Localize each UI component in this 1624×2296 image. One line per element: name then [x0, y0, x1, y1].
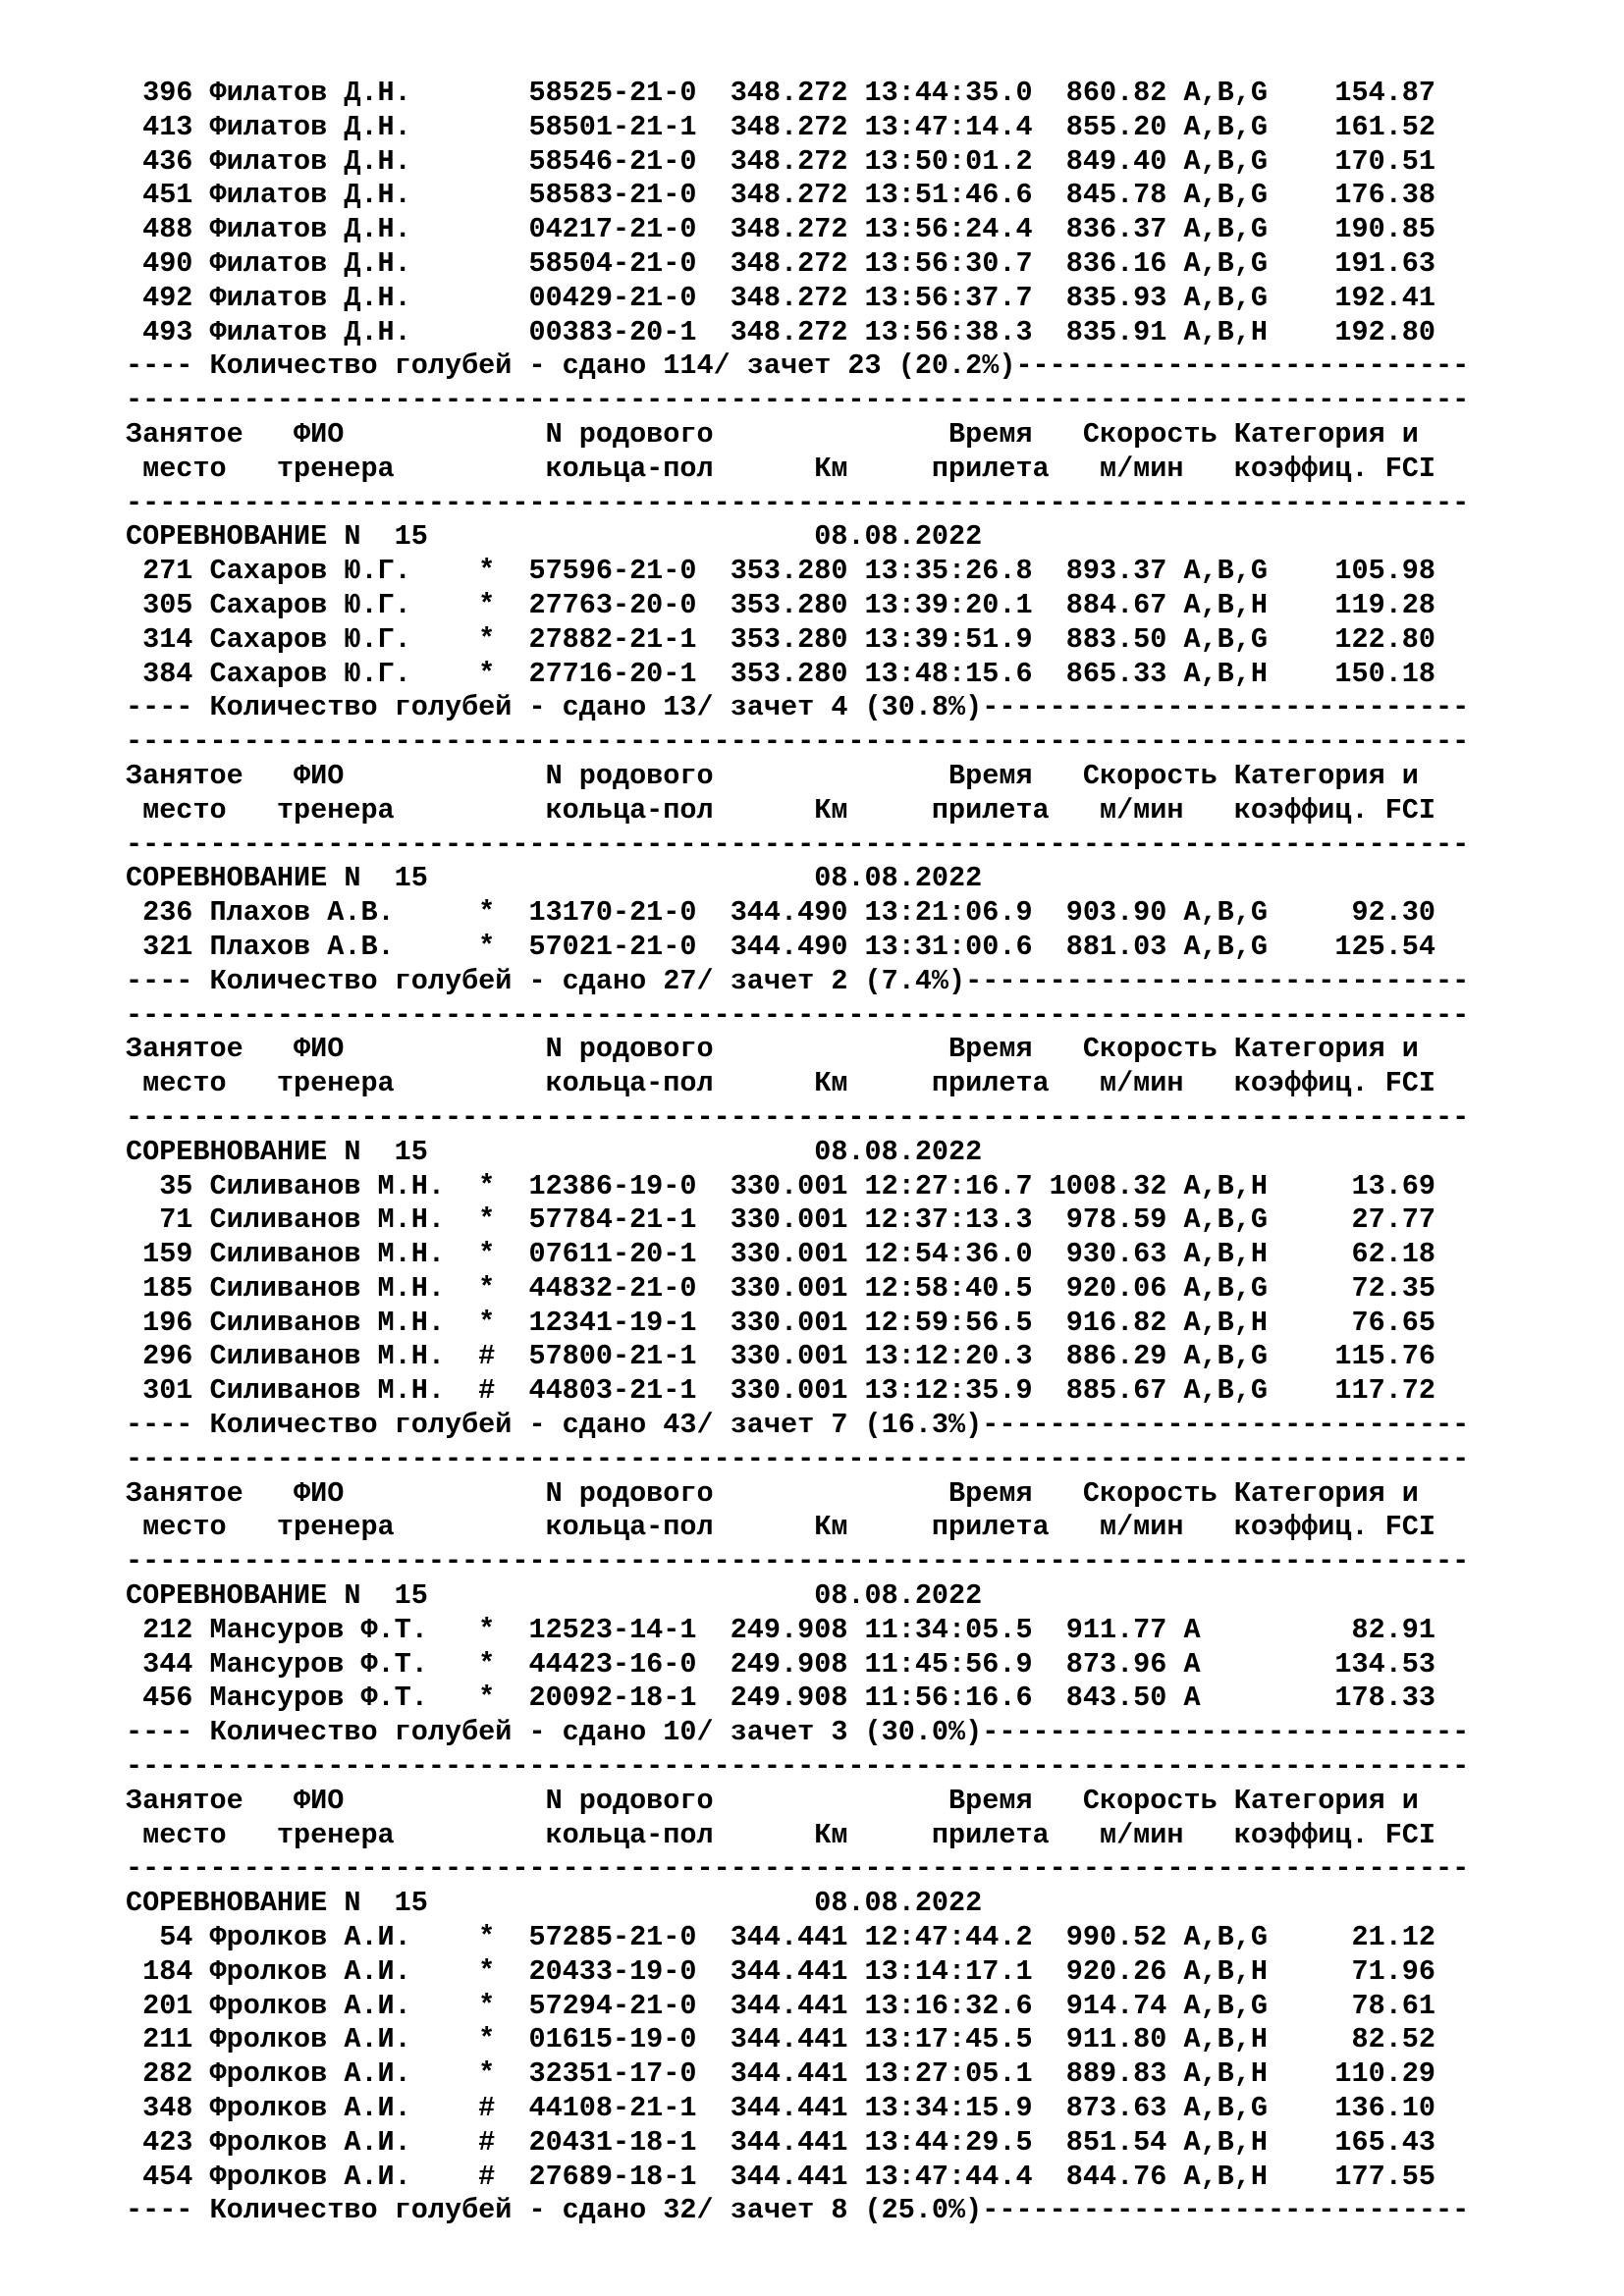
- competition-title: СОРЕВНОВАНИЕ N 15 08.08.2022: [126, 1135, 983, 1168]
- competition-title: СОРЕВНОВАНИЕ N 15 08.08.2022: [126, 520, 983, 554]
- result-row: 348 Фролков А.И. # 44108-21-1 344.441 13:34:15.9 873.63 A,B,G 136.10: [126, 2092, 1436, 2125]
- result-row: 490 Филатов Д.Н. 58504-21-0 348.272 13:56:30.7 836.16 A,B,G 191.63: [126, 246, 1436, 280]
- result-row: 296 Силиванов М.Н. # 57800-21-1 330.001 13:12:20.3 886.29 A,B,G 115.76: [126, 1340, 1436, 1373]
- result-row: 196 Силиванов М.Н. * 12341-19-1 330.001 12:59:56.5 916.82 A,B,H 76.65: [126, 1306, 1436, 1339]
- result-row: 413 Филатов Д.Н. 58501-21-1 348.272 13:47:14.4 855.20 A,B,G 161.52: [126, 110, 1436, 143]
- separator-line: --------------------------------------------------------------------------------: [126, 384, 1470, 417]
- table-header-row-2: место тренера кольца-пол Км прилета м/мин коэффиц. FCI: [126, 452, 1436, 485]
- section-summary: ---- Количество голубей - сдано 114/ зачет 23 (20.2%)---------------------------: [126, 349, 1470, 383]
- separator-line: --------------------------------------------------------------------------------: [126, 1852, 1470, 1886]
- table-header-row-1: Занятое ФИО N родового Время Скорость Категория и: [126, 1476, 1419, 1510]
- result-row: 236 Плахов А.В. * 13170-21-0 344.490 13:21:06.9 903.90 A,B,G 92.30: [126, 896, 1436, 930]
- result-row: 396 Филатов Д.Н. 58525-21-0 348.272 13:44:35.0 860.82 A,B,G 154.87: [126, 77, 1436, 109]
- result-row: 321 Плахов А.В. * 57021-21-0 344.490 13:31:00.6 881.03 A,B,G 125.54: [126, 930, 1436, 963]
- result-row: 344 Мансуров Ф.Т. * 44423-16-0 249.908 11:45:56.9 873.96 A 134.53: [126, 1647, 1436, 1681]
- section-summary: ---- Количество голубей - сдано 13/ зачет 4 (30.8%)-----------------------------: [126, 691, 1470, 724]
- separator-line: --------------------------------------------------------------------------------: [126, 828, 1470, 861]
- result-row: 201 Фролков А.И. * 57294-21-0 344.441 13:16:32.6 914.74 A,B,G 78.61: [126, 1989, 1436, 2022]
- section-summary: ---- Количество голубей - сдано 10/ зачет 3 (30.0%)-----------------------------: [126, 1716, 1470, 1749]
- result-row: 488 Филатов Д.Н. 04217-21-0 348.272 13:56:24.4 836.37 A,B,G 190.85: [126, 213, 1436, 246]
- separator-line: --------------------------------------------------------------------------------: [126, 1545, 1470, 1578]
- result-row: 185 Силиванов М.Н. * 44832-21-0 330.001 12:58:40.5 920.06 A,B,G 72.35: [126, 1271, 1436, 1305]
- competition-title: СОРЕВНОВАНИЕ N 15 08.08.2022: [126, 1887, 983, 1920]
- result-row: 282 Фролков А.И. * 32351-17-0 344.441 13:27:05.1 889.83 A,B,H 110.29: [126, 2057, 1436, 2091]
- competition-title: СОРЕВНОВАНИЕ N 15 08.08.2022: [126, 862, 983, 895]
- race-results-report: [126, 77, 1598, 2228]
- result-row: 314 Сахаров Ю.Г. * 27882-21-1 353.280 13:39:51.9 883.50 A,B,G 122.80: [126, 622, 1436, 656]
- table-header-row-2: место тренера кольца-пол Км прилета м/мин коэффиц. FCI: [126, 793, 1436, 827]
- result-row: 301 Силиванов М.Н. # 44803-21-1 330.001 13:12:35.9 885.67 A,B,G 117.72: [126, 1374, 1436, 1408]
- result-row: 159 Силиванов М.Н. * 07611-20-1 330.001 12:54:36.0 930.63 A,B,H 62.18: [126, 1238, 1436, 1271]
- table-header-row-1: Занятое ФИО N родового Время Скорость Категория и: [126, 1033, 1419, 1066]
- result-row: 212 Мансуров Ф.Т. * 12523-14-1 249.908 11:34:05.5 911.77 A 82.91: [126, 1613, 1436, 1646]
- result-row: 493 Филатов Д.Н. 00383-20-1 348.272 13:56:38.3 835.91 A,B,H 192.80: [126, 315, 1436, 348]
- result-row: 456 Мансуров Ф.Т. * 20092-18-1 249.908 11:56:16.6 843.50 A 178.33: [126, 1682, 1436, 1715]
- separator-line: --------------------------------------------------------------------------------: [126, 1442, 1470, 1475]
- separator-line: --------------------------------------------------------------------------------: [126, 998, 1470, 1032]
- separator-line: --------------------------------------------------------------------------------: [126, 486, 1470, 519]
- result-row: 271 Сахаров Ю.Г. * 57596-21-0 353.280 13:35:26.8 893.37 A,B,G 105.98: [126, 555, 1436, 588]
- result-row: 211 Фролков А.И. * 01615-19-0 344.441 13:17:45.5 911.80 A,B,H 82.52: [126, 2023, 1436, 2056]
- result-row: 384 Сахаров Ю.Г. * 27716-20-1 353.280 13:48:15.6 865.33 A,B,H 150.18: [126, 657, 1436, 690]
- result-row: 436 Филатов Д.Н. 58546-21-0 348.272 13:50:01.2 849.40 A,B,G 170.51: [126, 144, 1436, 178]
- competition-title: СОРЕВНОВАНИЕ N 15 08.08.2022: [126, 1579, 983, 1613]
- result-row: 71 Силиванов М.Н. * 57784-21-1 330.001 12:37:13.3 978.59 A,B,G 27.77: [126, 1203, 1436, 1237]
- table-header-row-1: Занятое ФИО N родового Время Скорость Категория и: [126, 759, 1419, 792]
- section-summary: ---- Количество голубей - сдано 32/ зачет 8 (25.0%)-----------------------------: [126, 2194, 1470, 2227]
- result-row: 305 Сахаров Ю.Г. * 27763-20-0 353.280 13:39:20.1 884.67 A,B,H 119.28: [126, 588, 1436, 621]
- result-row: 454 Фролков А.И. # 27689-18-1 344.441 13:47:44.4 844.76 A,B,H 177.55: [126, 2160, 1436, 2193]
- result-row: 54 Фролков А.И. * 57285-21-0 344.441 12:47:44.2 990.52 A,B,G 21.12: [126, 1921, 1436, 1954]
- table-header-row-2: место тренера кольца-пол Км прилета м/мин коэффиц. FCI: [126, 1818, 1436, 1851]
- result-row: 451 Филатов Д.Н. 58583-21-0 348.272 13:51:46.6 845.78 A,B,G 176.38: [126, 179, 1436, 212]
- result-row: 492 Филатов Д.Н. 00429-21-0 348.272 13:56:37.7 835.93 A,B,G 192.41: [126, 281, 1436, 314]
- section-summary: ---- Количество голубей - сдано 27/ зачет 2 (7.4%)------------------------------: [126, 964, 1470, 997]
- result-row: 423 Фролков А.И. # 20431-18-1 344.441 13:44:29.5 851.54 A,B,H 165.43: [126, 2125, 1436, 2159]
- table-header-row-2: место тренера кольца-пол Км прилета м/мин коэффиц. FCI: [126, 1067, 1436, 1100]
- table-header-row-1: Занятое ФИО N родового Время Скорость Категория и: [126, 417, 1419, 451]
- section-summary: ---- Количество голубей - сдано 43/ зачет 7 (16.3%)-----------------------------: [126, 1409, 1470, 1442]
- separator-line: --------------------------------------------------------------------------------: [126, 725, 1470, 759]
- result-row: 184 Фролков А.И. * 20433-19-0 344.441 13:14:17.1 920.26 A,B,H 71.96: [126, 1954, 1436, 1988]
- table-header-row-2: место тренера кольца-пол Км прилета м/мин коэффиц. FCI: [126, 1511, 1436, 1544]
- result-row: 35 Силиванов М.Н. * 12386-19-0 330.001 12:27:16.7 1008.32 A,B,H 13.69: [126, 1169, 1436, 1202]
- separator-line: --------------------------------------------------------------------------------: [126, 1100, 1470, 1134]
- separator-line: --------------------------------------------------------------------------------: [126, 1750, 1470, 1784]
- table-header-row-1: Занятое ФИО N родового Время Скорость Категория и: [126, 1784, 1419, 1817]
